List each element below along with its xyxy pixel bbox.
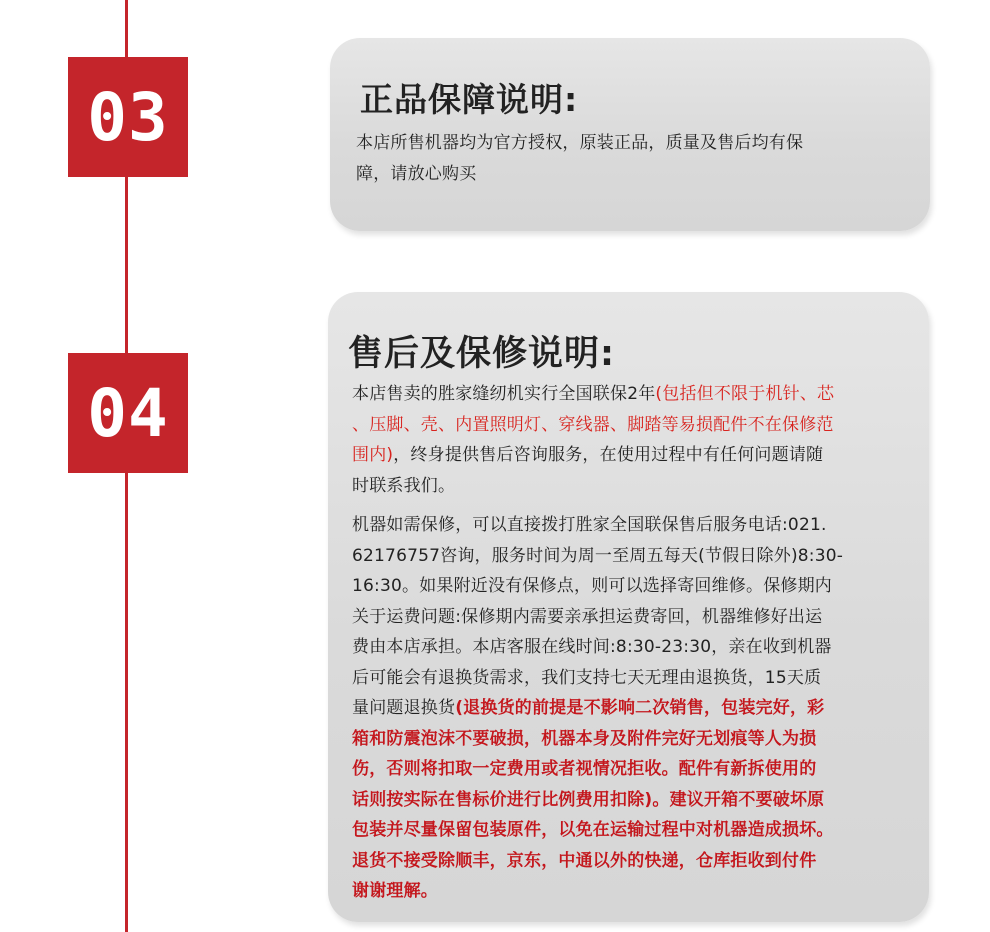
text-red: 围内) xyxy=(352,445,394,465)
text-line: 箱和防震泡沫不要破损，机器本身及附件完好无划痕等人为损 xyxy=(352,728,817,749)
text-line: 本店所售机器均为官方授权，原装正品，质量及售后均有保 xyxy=(356,133,804,153)
text-line: 关于运费问题:保修期内需要亲承担运费寄回，机器维修好出运 xyxy=(352,606,823,627)
text-line: 包装并尽量保留包装原件，以免在运输过程中对机器造成损坏。 xyxy=(352,820,834,840)
step-badge-04 xyxy=(68,353,188,473)
text-line: 谢谢理解。 xyxy=(352,881,438,901)
card-paragraph xyxy=(356,128,803,189)
card-title: 售后及保修说明: xyxy=(348,334,615,374)
step-number: 04 xyxy=(87,374,169,452)
text-normal: ，终身提供售后咨询服务，在使用过程中有任何问题请随 xyxy=(393,445,824,465)
warranty-card xyxy=(330,38,930,231)
text-line xyxy=(352,693,843,724)
warranty-paragraph xyxy=(352,379,834,501)
text-line: 伤，否则将扣取一定费用或者视情况拒收。配件有新拆使用的 xyxy=(352,759,817,779)
text-line xyxy=(352,379,834,410)
text-normal: 本店售卖的胜家缝纫机实行全国联保2年 xyxy=(352,384,656,404)
service-paragraph xyxy=(352,510,843,907)
text-line: 、压脚、壳、内置照明灯、穿线器、脚踏等易损配件不在保修范 xyxy=(352,414,834,435)
text-line: 时联系我们。 xyxy=(352,475,456,496)
text-line: 障，请放心购买 xyxy=(356,163,477,184)
text-line: 机器如需保修，可以直接拨打胜家全国联保售后服务电话:021. xyxy=(352,515,827,535)
text-line: 退货不接受除顺丰，京东，中通以外的快递，仓库拒收到付件 xyxy=(352,850,817,871)
card-title: 正品保障说明: xyxy=(360,80,579,119)
step-number: 03 xyxy=(87,78,169,156)
text-line: 费由本店承担。本店客服在线时间:8:30-23:30，亲在收到机器 xyxy=(352,637,832,657)
text-line: 62176757咨询，服务时间为周一至周五每天(节假日除外)8:30- xyxy=(352,545,844,566)
text-line: 后可能会有退换货需求，我们支持七天无理由退换货，15天质 xyxy=(352,667,822,688)
text-line xyxy=(352,440,834,471)
text-line: 16:30。如果附近没有保修点，则可以选择寄回维修。保修期内 xyxy=(352,576,832,596)
text-red: (包括但不限于机针、芯 xyxy=(655,384,835,404)
text-red-bold: (退换货的前提是不影响二次销售，包装完好，彩 xyxy=(455,698,825,718)
step-badge-03 xyxy=(68,57,188,177)
after-sales-card xyxy=(328,292,929,922)
text-normal: 量问题退换货 xyxy=(352,698,456,718)
text-line: 话则按实际在售标价进行比例费用扣除)。建议开箱不要破坏原 xyxy=(352,789,825,810)
